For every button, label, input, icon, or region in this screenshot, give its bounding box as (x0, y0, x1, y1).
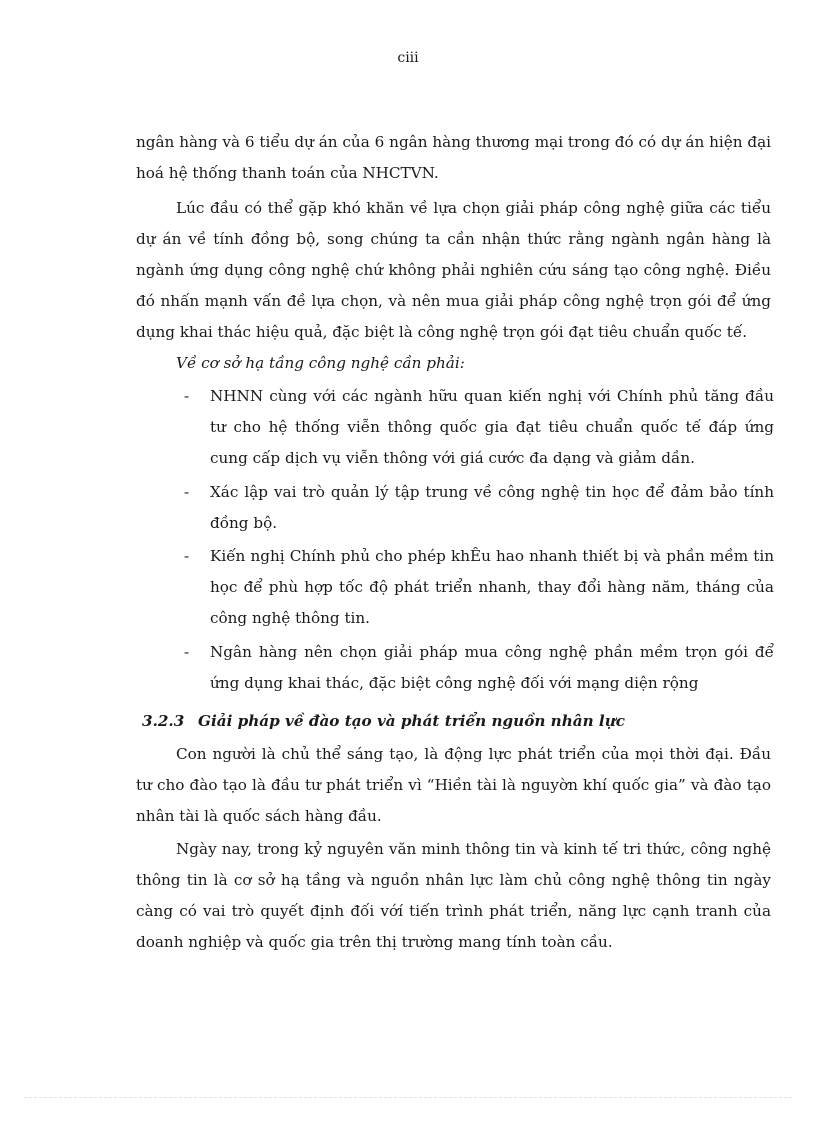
bullet-item (184, 477, 774, 539)
bullet-text: Kiến nghị Chính phủ cho phép khÊu hao nhanh thiết bị và phần mềm tin học để phù hợp tốc độ phát triển nhanh, thay đổi hàng năm, tháng của công nghệ thông tin. (210, 547, 774, 627)
paragraph-technology-choice: Lúc đầu có thể gặp khó khăn về lựa chọn giải pháp công nghệ giữa các tiểu dự án về tính đồng bộ, song chúng ta cần nhận thức rằng ngành ngân hàng là ngành ứng dụng công nghệ chứ không phải nghiên cứu sáng tạo công nghệ. Điều đó nhấn mạnh vấn đề lựa chọn, và nên mua giải pháp công nghệ trọn gói để ứng dụng khai thác hiệu quả, đặc biệt là công nghệ trọn gói đạt tiêu chuẩn quốc tế. (136, 199, 771, 341)
bullet-text: Ngân hàng nên chọn giải pháp mua công nghệ phần mềm trọn gói để ứng dụng khai thác, đặc biệt công nghệ đối với mạng diện rộng (210, 643, 774, 692)
bullet-item (184, 637, 774, 699)
bullet-item (184, 541, 774, 634)
bullet-text: NHNN cùng với các ngành hữu quan kiến nghị với Chính phủ tăng đầu tư cho hệ thống viễn thông quốc gia đạt tiêu chuẩn quốc tế đáp ứng cung cấp dịch vụ viễn thông với giá cước đa dạng và giảm dần. (210, 387, 774, 467)
bullet-item (184, 381, 774, 474)
bullet-text: Xác lập vai trò quản lý tập trung về công nghệ tin học để đảm bảo tính đồng bộ. (210, 483, 774, 532)
page-bottom-divider (24, 1097, 792, 1098)
paragraph-knowledge-economy: Ngày nay, trong kỷ nguyên văn minh thông tin và kinh tế tri thức, công nghệ thông tin là cơ sở hạ tầng và nguồn nhân lực làm chủ công nghệ thông tin ngày càng có vai trò quyết định đối vớí tiến trình phát triển, năng lực cạnh tranh của doanh nghiệp và quốc gia trên thị trường mang tính toàn cầu. (136, 840, 771, 951)
section-number: 3.2.3 (142, 712, 185, 730)
bullet-dash: - (184, 547, 190, 565)
bullet-dash: - (184, 387, 190, 405)
bullet-dash: - (184, 483, 190, 501)
section-title: Giải pháp về đào tạo và phát triển nguồn nhân lực (198, 712, 625, 730)
page-number: ciii (397, 50, 419, 66)
bullet-dash: - (184, 643, 190, 661)
paragraph-continuation: ngân hàng và 6 tiểu dự án của 6 ngân hàng thương mại trong đó có dự án hiện đại hoá hệ thống thanh toán của NHCTVN. (136, 133, 771, 182)
infrastructure-subheading: Về cơ sở hạ tầng công nghệ cần phải: (176, 354, 465, 372)
section-heading (142, 706, 625, 737)
paragraph-human-resources: Con người là chủ thể sáng tạo, là động lực phát triển của mọi thời đại. Đầu tư cho đào tạo là đầu tư phát triển vì “Hiền tài là nguyờn khí quốc gia” và đào tạo nhân tài là quốc sách hàng đầu. (136, 745, 771, 825)
